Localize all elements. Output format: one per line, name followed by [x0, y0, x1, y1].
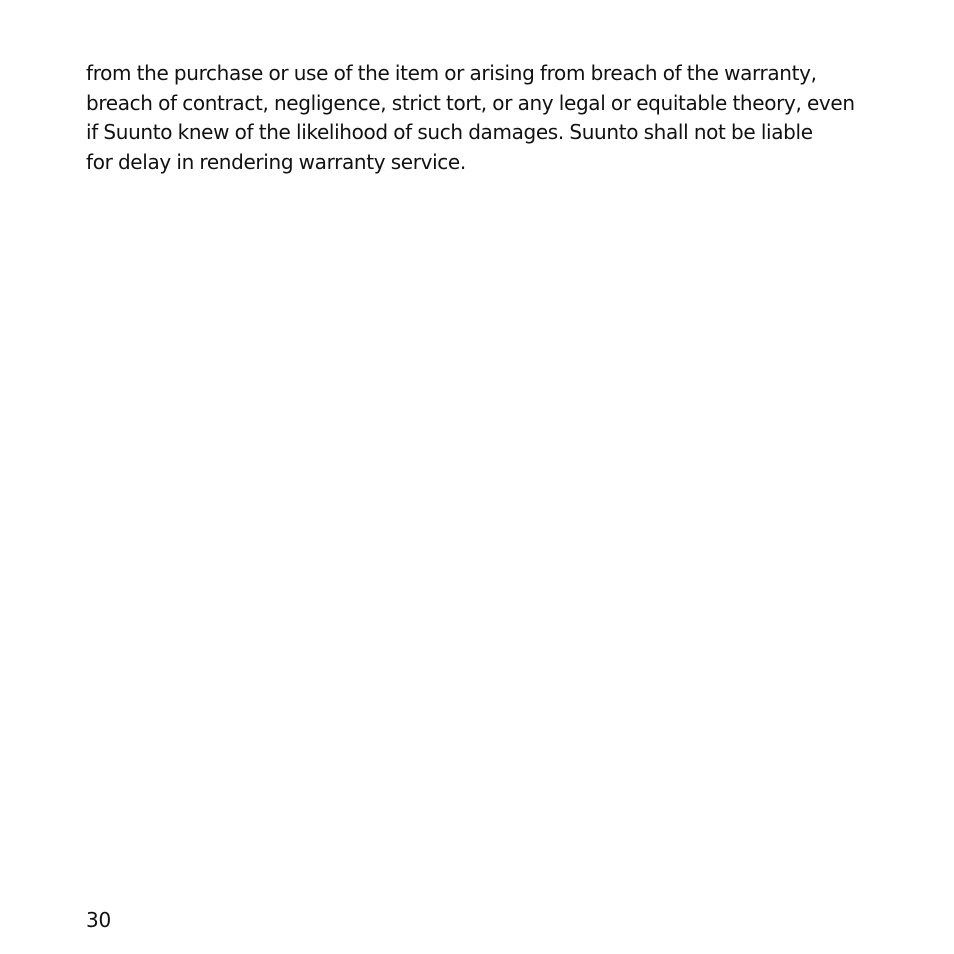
warranty-paragraph: [86, 59, 886, 177]
paragraph-line-3: if Suunto knew of the likelihood of such damages. Suunto shall not be liable: [86, 120, 813, 144]
paragraph-line-4: for delay in rendering warranty service.: [86, 149, 466, 174]
page-number: 30: [86, 908, 112, 932]
paragraph-line-2: breach of contract, negligence, strict tort, or any legal or equitable theory, even: [86, 90, 855, 115]
paragraph-line-1: from the purchase or use of the item or arising from breach of the warranty,: [86, 61, 817, 85]
